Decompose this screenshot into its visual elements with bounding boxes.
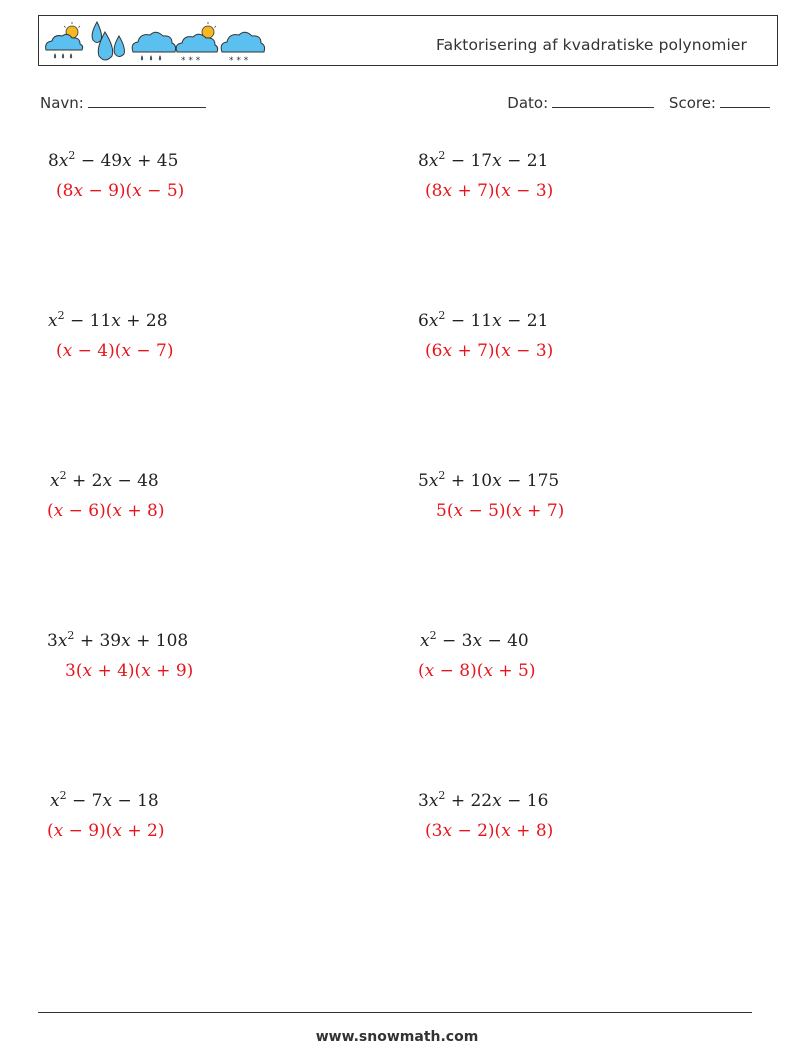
name-label: Navn:: [40, 94, 84, 112]
date-score-fields: [507, 93, 770, 112]
name-field: [40, 93, 206, 112]
problem-6: $5x^2 + 10x - 175$: [418, 469, 560, 491]
problem-3: $x^2 - 11x + 28$: [48, 309, 168, 331]
footer-divider: [38, 1012, 752, 1013]
problem-2: $8x^2 - 17x - 21$: [418, 149, 549, 171]
problem-9: $x^2 - 7x - 18$: [50, 789, 159, 811]
answer-6: 5(x − 5)(x + 7): [436, 501, 565, 521]
answer-8: (x − 8)(x + 5): [418, 661, 536, 681]
footer-url: www.snowmath.com: [315, 1029, 479, 1045]
answer-3: (x − 4)(x − 7): [56, 341, 174, 361]
answer-9: (x − 9)(x + 2): [47, 821, 165, 841]
answer-7: 3(x + 4)(x + 9): [65, 661, 194, 681]
score-blank[interactable]: [720, 93, 770, 108]
score-label: Score:: [668, 94, 716, 112]
problem-5: $x^2 + 2x - 48$: [50, 469, 159, 491]
answer-5: (x − 6)(x + 8): [47, 501, 165, 521]
cloud-snow-icon: [221, 32, 264, 64]
raindrops-icon: [92, 22, 124, 60]
answer-10: (3x − 2)(x + 8): [425, 821, 554, 841]
problem-10: $3x^2 + 22x - 16$: [418, 789, 549, 811]
date-blank[interactable]: [552, 93, 654, 108]
name-blank[interactable]: [88, 93, 206, 108]
worksheet-header: [38, 15, 778, 66]
answer-2: (8x + 7)(x − 3): [425, 181, 554, 201]
worksheet-title: Faktorisering af kvadratiske polynomier: [436, 36, 747, 54]
problem-7: $3x^2 + 39x + 108$: [47, 629, 189, 651]
problem-1: $8x^2 - 49x + 45$: [48, 149, 179, 171]
svg-text:* * *: * * *: [229, 56, 249, 64]
weather-icons: [41, 18, 271, 64]
svg-text:* * *: * * *: [181, 56, 201, 64]
problem-4: $6x^2 - 11x - 21$: [418, 309, 549, 331]
answer-4: (6x + 7)(x − 3): [425, 341, 554, 361]
cloud-sun-rain-icon: [46, 22, 83, 58]
cloud-rain-icon: [132, 32, 175, 60]
date-label: Dato:: [507, 94, 549, 112]
answer-1: (8x − 9)(x − 5): [56, 181, 185, 201]
cloud-sun-snow-icon: [176, 22, 217, 64]
problem-8: $x^2 - 3x - 40$: [420, 629, 529, 651]
